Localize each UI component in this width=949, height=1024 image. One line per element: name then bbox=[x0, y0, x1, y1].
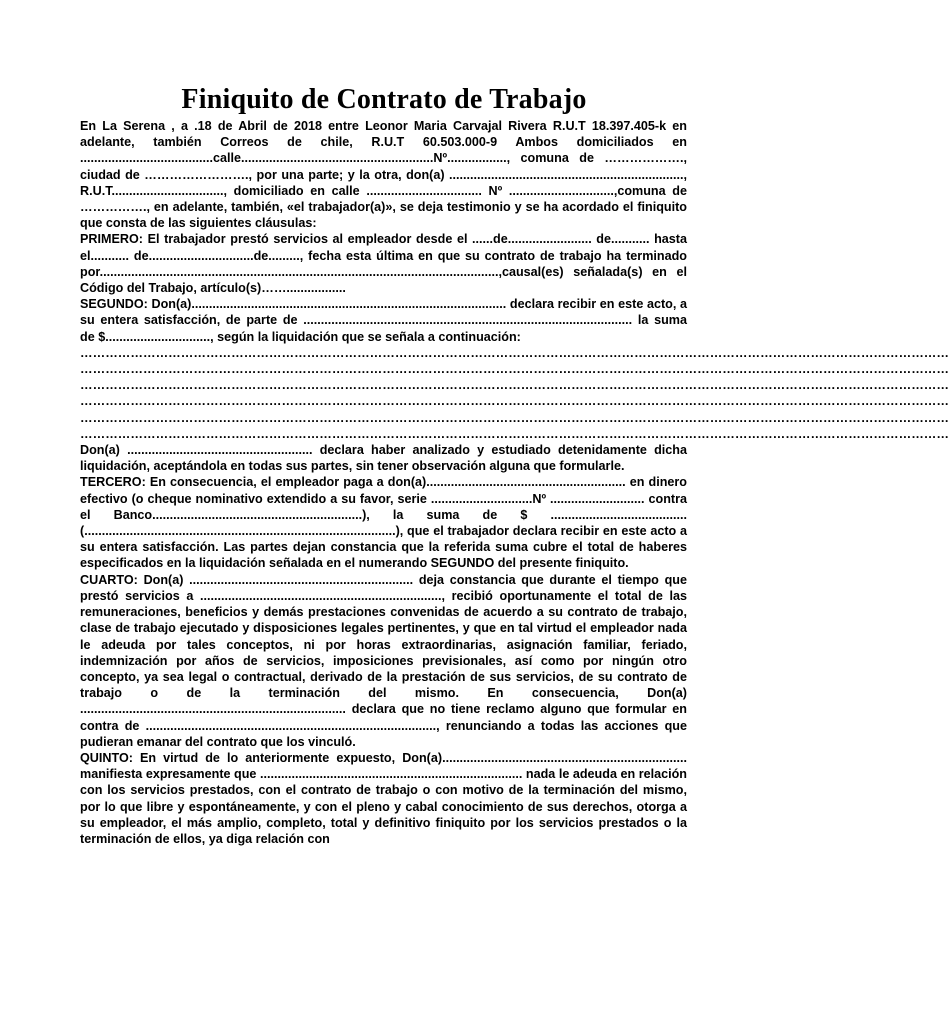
document-title: Finiquito de Contrato de Trabajo bbox=[181, 84, 587, 115]
clause-quinto: QUINTO: En virtud de lo anteriormente expuesto, Don(a)...................................................................... manifiesta expresamente que ........................................................................... nada le adeuda en relación con los servicios prestados, con el contrato de trabajo o con motivo de la terminación del mismo, por lo que libre y espontáneamente, y con el pleno y cabal conocimiento de sus derechos, otorga a su empleador, el más amplio, completo, total y definitivo finiquito por los servicios prestados o la terminación de ellos, ya diga relación con bbox=[80, 750, 687, 846]
dotted-line: ……………………………………………………………………………………………………………………………………………………………………………………… bbox=[80, 378, 949, 393]
clause-cuarto: CUARTO: Don(a) ................................................................ deja constancia que durante el tiempo que prestó servicios a ....................................................................., recibió oportunamente el total de las remuneraciones, beneficios y demás prestaciones convenidas de acuerdo a su contrato de trabajo, clase de trabajo ejecutado y disposiciones legales pertinentes, y que en tal virtud el empleador nada le adeuda por tales conceptos, ni por horas extraordinarias, asignación familiar, feriado, indemnización por años de servicios, imposiciones previsionales, así como por ningún otro concepto, ya sea legal o contractual, derivado de la prestación de sus servicios, de su contrato de trabajo o de la terminación del mismo. En consecuencia, Don(a) ............................................................................ declara que no tiene reclamo alguno que formular en contra de ..................................................................................., renunciando a todas las acciones que pudieran emanar del contrato que los vinculó. bbox=[80, 572, 687, 749]
clause-primero: PRIMERO: El trabajador prestó servicios al empleador desde el ......de........................ de........... hasta el........... de..............................de........., fecha esta última en que su contrato de trabajo ha terminado por..................................................................................................................,causal(es) señalada(s) en el Código del Trabajo, artículo(s)……................. bbox=[80, 232, 687, 296]
dotted-line: ……………………………………………………………………………………………………………………………………………………………………………………… bbox=[80, 394, 949, 409]
dotted-line: ……………………………………………………………………………………………………………………………………………………………………………………… bbox=[80, 345, 949, 360]
dotted-line: ……………………………………………………………………………………………………………………………………………………………………………………… bbox=[80, 410, 949, 425]
dotted-line: ……………………………………………………………………………………………………………………………………………………………………………………… bbox=[80, 362, 949, 377]
dotted-line: ……………………………………………………………………………………………………………………………………………………………………………………… bbox=[80, 426, 949, 441]
clause-tercero: TERCERO: En consecuencia, el empleador paga a don(a)......................................................... en dinero efectivo (o cheque nominativo extendido a su favor, serie .............................Nº ........................... contra el Banco............................................................), la suma de $ ....................................... (.........................................................................................), que el trabajador declara recibir en este acto a su entera satisfacción. Las partes dejan constancia que la referida suma cubre el total de haberes especificados en la liquidación señalada en el numerando SEGUNDO del presente finiquito. bbox=[80, 475, 687, 571]
paragraph-acceptance: Don(a) ..................................................... declara haber analizado y estudiado detenidamente dicha liquidación, aceptándola en todas sus partes, sin tener observación alguna que formularle. bbox=[80, 443, 687, 474]
clause-segundo: SEGUNDO: Don(a).......................................................................................... declara recibir en este acto, a su entera satisfacción, de parte de .............................................................................................. la suma de $.............................., según la liquidación que se señala a continuación: bbox=[80, 297, 687, 344]
document-body bbox=[80, 118, 949, 847]
paragraph-intro: En La Serena , a .18 de Abril de 2018 entre Leonor Maria Carvajal Rivera R.U.T 18.397.405-k en adelante, también Correos de chile, R.U.T 60.503.000-9 Ambos domiciliados en ......................................calle.......................................................Nº................., comuna de ………………., ciudad de ……………………., por una parte; y la otra, don(a) ..................................................................., R.U.T................................, domiciliado en calle ................................. Nº ..............................,comuna de ……………., en adelante, también, «el trabajador(a)», se deja testimonio y se ha acordado el finiquito que consta de las siguientes cláusulas: bbox=[80, 119, 687, 231]
